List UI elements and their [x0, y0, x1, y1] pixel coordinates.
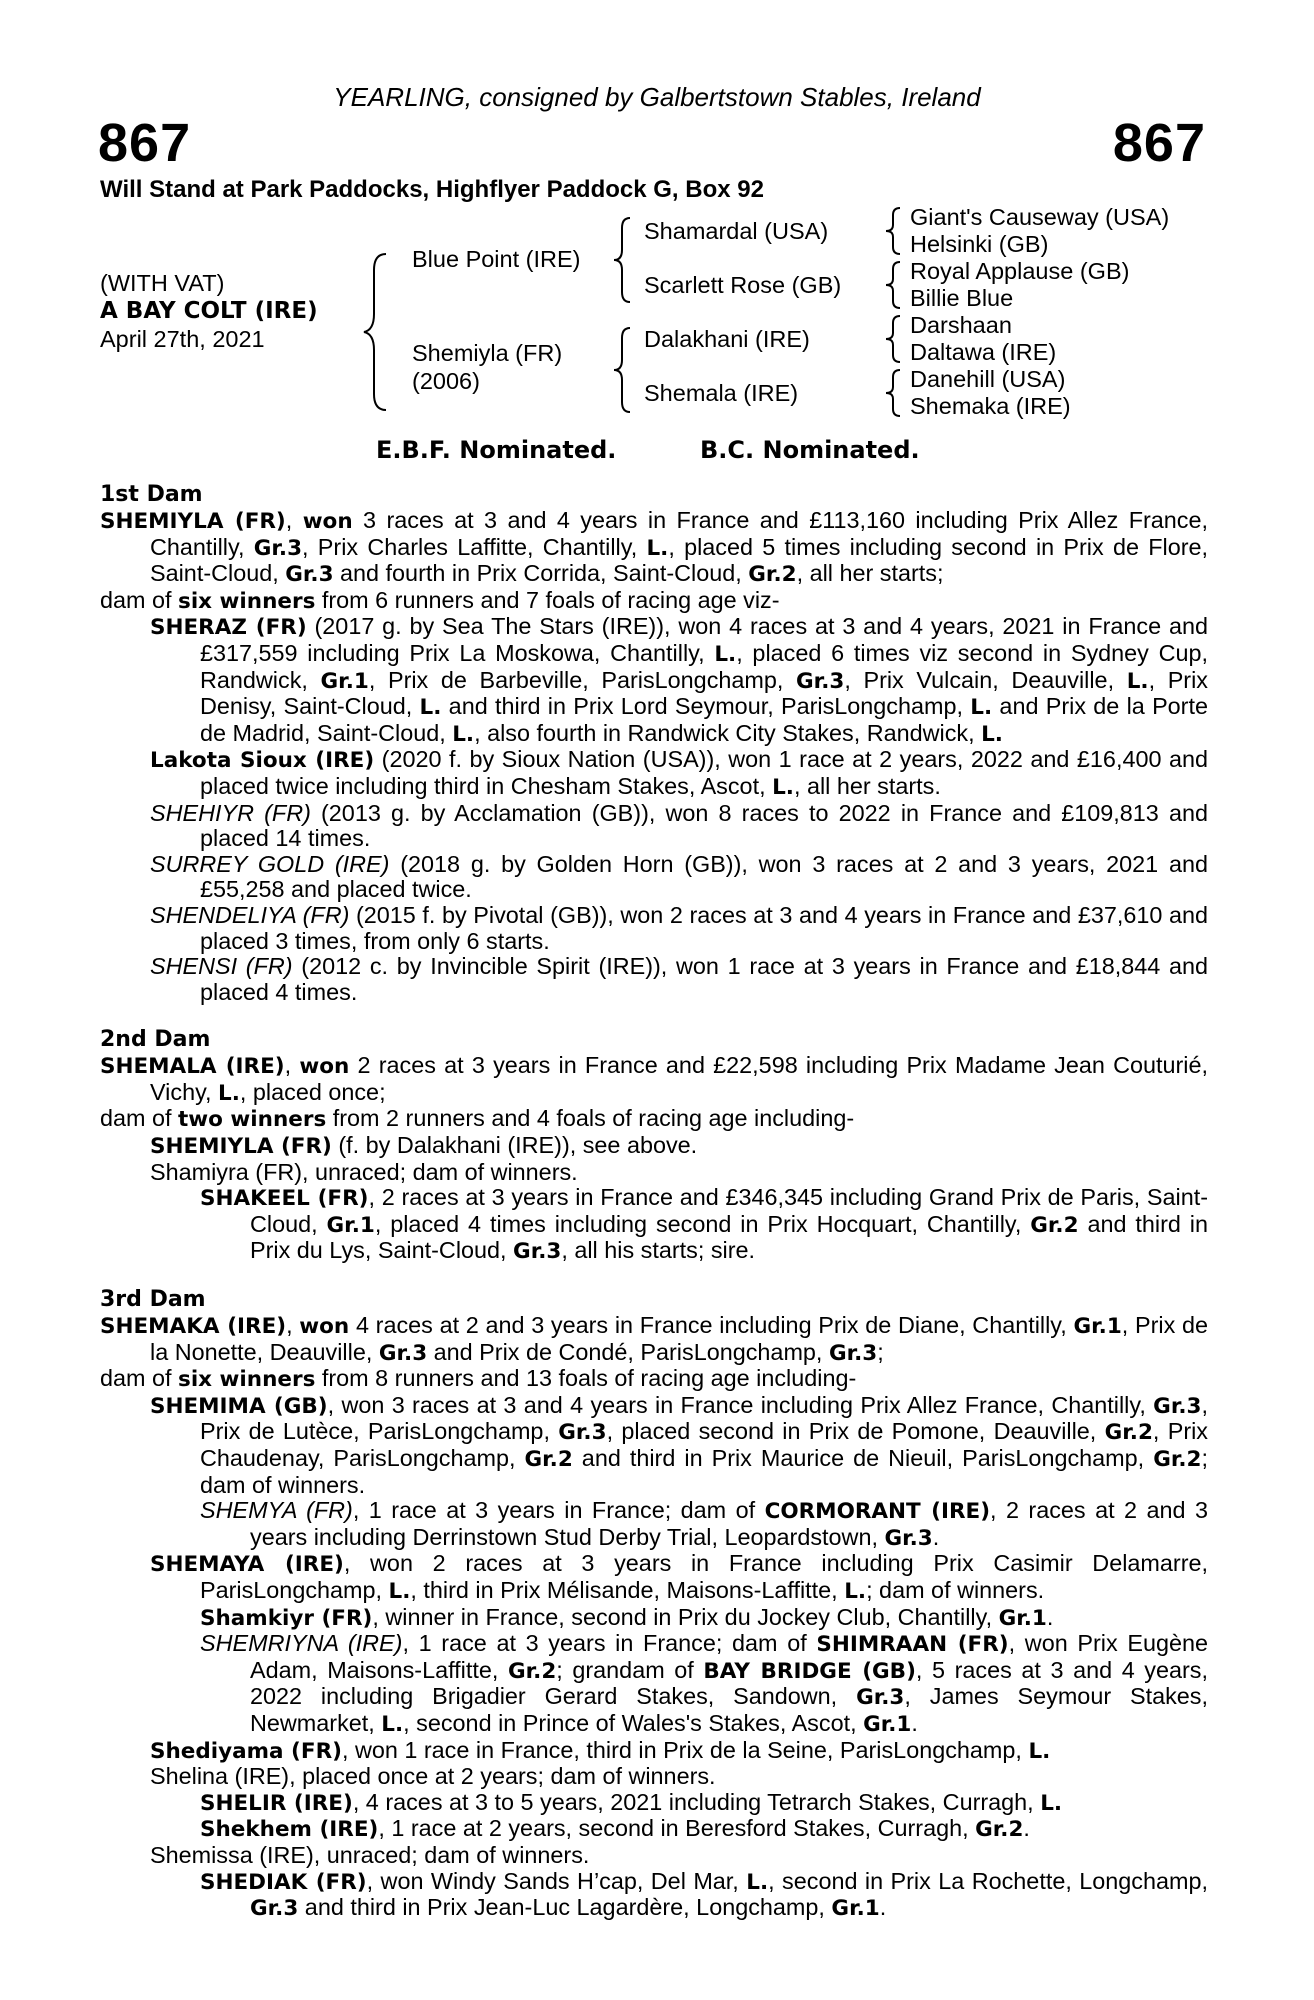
text-run: Gr.3: [253, 535, 303, 561]
text-run: (2013 g. by Acclamation (GB)), won 8 races to 2022 in France and £109,813 and placed 14 times.: [200, 799, 1208, 852]
third-dam-heading: 3rd Dam: [100, 1287, 206, 1313]
text-run: 4 races at 2 and 3 years in France including Prix de Diane, Chantilly,: [349, 1312, 1074, 1339]
produce-shelir: [100, 1790, 1208, 1817]
text-run: , 1 race at 3 years in France; dam of: [402, 1630, 817, 1657]
first-dam-record: SHEMIYLA (FR), won 3 races at 3 and 4 years in France and £113,160 including Prix Allez France, Chantilly, Gr.3, Prix Charles Laffitte, Chantilly, L., placed 5 times including second in Prix de Flore, Saint-Cloud, Gr.3 and fourth in Prix Corrida, Saint-Cloud, Gr.2, all her starts;: [100, 507, 1209, 588]
produce-lakota-sioux: [100, 747, 1208, 800]
text-run: dam of: [100, 1105, 179, 1132]
text-run: Gr.3: [884, 1525, 933, 1551]
text-run: , third in Prix Mélisande, Maisons-Laffitte,: [410, 1576, 845, 1603]
text-run: won: [302, 509, 353, 534]
text-run: , won 3 races at 3 and 4 years in France including Prix Allez France, Chantilly,: [327, 1391, 1154, 1418]
text-run: L.: [714, 641, 737, 667]
text-run: L.: [419, 695, 442, 721]
text-run: , placed once;: [239, 1078, 386, 1105]
text-run: SHEMIMA (GB): [150, 1393, 328, 1419]
text-run: L.: [970, 695, 993, 721]
text-run: and fourth in Prix Corrida, Saint-Cloud,: [333, 560, 749, 587]
text-run: , Prix Charles Laffitte, Chantilly,: [302, 533, 647, 560]
text-run: SHIMRAAN (FR): [816, 1632, 1009, 1658]
text-run: L.: [746, 1869, 769, 1895]
grandsire-1: Giant's Causeway (USA): [910, 204, 1170, 230]
text-run: won: [299, 1314, 350, 1340]
brace-g1-icon: [884, 206, 904, 256]
grandsire-3: Royal Applause (GB): [910, 258, 1130, 284]
text-run: , 5 races at 3 and 4 years, 2022 including Brigadier Gerard Stakes, Sandown,: [250, 1656, 1208, 1710]
third-dam-produce-summary: [100, 1366, 1208, 1393]
produce-shediyama: [100, 1738, 1208, 1765]
text-run: won: [299, 1054, 350, 1080]
produce-shekhem: Shekhem (IRE), 1 race at 2 years, second in Beresford Stakes, Curragh, Gr.2.: [200, 1815, 1030, 1843]
text-run: (f. by Dalakhani (IRE)), see above.: [331, 1132, 698, 1159]
text-run: , placed 5 times including second in Prix de Flore, Saint-Cloud,: [150, 533, 1209, 587]
text-run: SURREY GOLD (IRE): [150, 850, 390, 877]
first-dam-produce-summary: [100, 588, 1208, 615]
text-run: (2015 f. by Pivotal (GB)), won 2 races at 3 and 4 years in France and £37,610 and placed 3 times, from only 6 starts.: [200, 901, 1208, 954]
second-dam-produce-summary: [100, 1106, 1208, 1133]
grandsire-5: Darshaan: [910, 312, 1012, 338]
text-run: Gr.3: [250, 1896, 299, 1922]
produce-shelina: Shelina (IRE), placed once at 2 years; dam of winners.: [150, 1763, 716, 1790]
grandsire-8: Shemaka (IRE): [910, 393, 1071, 419]
grandsire-7: Danehill (USA): [910, 366, 1066, 392]
lot-number-left: 867: [98, 113, 192, 173]
brace-g2-icon: [884, 260, 904, 310]
text-run: , winner in France, second in Prix du Jockey Club, Chantilly,: [372, 1603, 999, 1630]
text-run: SHEDIAK (FR): [200, 1869, 367, 1895]
first-dam-heading: 1st Dam: [100, 482, 203, 507]
text-run: from 6 runners and 7 foals of racing age viz-: [315, 586, 780, 613]
text-run: L.: [452, 721, 475, 747]
text-run: six winners: [178, 1367, 316, 1393]
produce-shemya: SHEMYA (FR), 1 race at 3 years in France; dam of CORMORANT (IRE), 2 races at 2 and 3 years including Derrinstown Stud Derby Trial, Leopardstown, Gr.3.: [200, 1497, 1208, 1551]
produce-shamiyra: Shamiyra (FR), unraced; dam of winners.: [150, 1158, 578, 1185]
text-run: Gr.2: [1153, 1447, 1202, 1472]
text-run: two winners: [178, 1107, 327, 1133]
text-run: , 1 race at 3 years in France; dam of: [352, 1497, 765, 1524]
text-run: , all her starts;: [796, 560, 944, 587]
text-run: L.: [646, 535, 669, 561]
text-run: , also fourth in Randwick City Stakes, Randwick,: [474, 719, 982, 746]
text-run: from 8 runners and 13 foals of racing age including-: [315, 1365, 857, 1392]
text-run: CORMORANT (IRE): [764, 1499, 991, 1525]
text-run: Shekhem (IRE): [200, 1817, 379, 1843]
text-run: Shediyama (FR): [150, 1738, 342, 1764]
text-run: SHERAZ (FR): [150, 615, 307, 641]
text-run: and third in Prix Lord Seymour, ParisLongchamp,: [441, 693, 971, 720]
produce-shendeliya: [100, 903, 1208, 954]
text-run: Gr.1: [998, 1605, 1047, 1631]
dam-line-body: [100, 482, 1208, 1922]
text-run: , placed second in Prix de Pomone, Deauville,: [606, 1418, 1105, 1445]
grandsire-4: Billie Blue: [910, 285, 1014, 311]
dam: Shemiyla (FR): [412, 340, 563, 366]
text-run: from 2 runners and 4 foals of racing age including-: [326, 1105, 855, 1132]
text-run: Gr.3: [285, 562, 334, 588]
text-run: Gr.3: [558, 1420, 607, 1446]
text-run: , placed 4 times including second in Prix Hocquart, Chantilly,: [374, 1210, 1031, 1237]
text-run: ; dam of winners.: [866, 1576, 1045, 1603]
produce-shemaya: [100, 1551, 1208, 1604]
text-run: SHENDELIYA (FR): [150, 901, 350, 928]
brace-sire-icon: [612, 216, 634, 304]
text-run: L.: [772, 774, 794, 800]
text-run: and third in Prix Jean-Luc Lagardère, Longchamp,: [298, 1894, 832, 1921]
text-run: SHEMALA (IRE): [100, 1054, 285, 1080]
text-run: L.: [218, 1080, 240, 1106]
horse-name: A BAY COLT (IRE): [100, 298, 318, 324]
text-run: , won Prix Eugène Adam, Maisons-Laffitte,: [250, 1630, 1208, 1683]
text-run: L.: [1040, 1790, 1063, 1816]
text-run: SHEMYA (FR): [200, 1497, 353, 1524]
text-run: SHELIR (IRE): [200, 1790, 353, 1816]
text-run: , Prix Denisy, Saint-Cloud,: [200, 666, 1208, 720]
produce-shensi: [100, 954, 1208, 1005]
text-run: SHEHIYR (FR): [150, 799, 311, 826]
text-run: Gr.3: [1153, 1393, 1202, 1419]
text-run: Gr.3: [796, 668, 845, 694]
text-run: ; dam of winners.: [200, 1445, 1208, 1498]
text-run: SHENSI (FR): [150, 953, 293, 980]
text-run: Shamkiyr (FR): [200, 1605, 373, 1631]
text-run: L.: [388, 1578, 411, 1604]
text-run: (2012 c. by Invincible Spirit (IRE)), won 1 race at 3 years in France and £18,844 and placed 4 times.: [200, 953, 1208, 1005]
text-run: ; grandam of: [556, 1656, 704, 1683]
text-run: and Prix de Condé, ParisLongchamp,: [427, 1338, 829, 1365]
text-run: Gr.3: [828, 1340, 878, 1366]
ebf-nomination: E.B.F. Nominated.: [376, 436, 617, 464]
text-run: BAY BRIDGE (GB): [703, 1658, 916, 1684]
text-run: , 2 races at 3 years in France and £346,345 including Grand Prix de Paris, Saint-Cloud,: [250, 1184, 1208, 1237]
text-run: Lakota Sioux (IRE): [150, 748, 375, 774]
produce-shemima: [100, 1393, 1208, 1498]
vat-note: (WITH VAT): [100, 270, 225, 296]
text-run: Gr.1: [831, 1896, 880, 1922]
text-run: , won 2 races at 3 years in France including Prix Casimir Delamarre, ParisLongchamp,: [200, 1550, 1208, 1603]
text-run: ;: [877, 1338, 884, 1365]
text-run: SHEMAKA (IRE): [100, 1314, 287, 1340]
text-run: , second in Prix La Rochette, Longchamp,: [768, 1867, 1208, 1894]
dam-sire: Dalakhani (IRE): [644, 326, 810, 352]
text-run: (2018 g. by Golden Horn (GB)), won 3 races at 2 and 3 years, 2021 and £55,258 and placed twice.: [200, 850, 1208, 903]
text-run: , Prix Chaudenay, ParisLongchamp,: [200, 1418, 1208, 1471]
text-run: dam of: [100, 586, 179, 613]
text-run: Gr.1: [863, 1711, 912, 1737]
text-run: and Prix de la Porte de Madrid, Saint-Cloud,: [200, 693, 1208, 746]
text-run: Gr.2: [1030, 1212, 1079, 1238]
produce-shemiyla: [100, 1133, 1208, 1160]
text-run: , placed 6 times viz second in Sydney Cup, Randwick,: [200, 639, 1209, 693]
bc-nomination: B.C. Nominated.: [700, 436, 920, 464]
consignor-banner: YEARLING, consigned by Galbertstown Stables, Ireland: [333, 82, 981, 112]
text-run: and third in Prix du Lys, Saint-Cloud,: [250, 1210, 1208, 1264]
grandsire-6: Daltawa (IRE): [910, 339, 1057, 365]
text-run: , James Seymour Stakes, Newmarket,: [250, 1683, 1208, 1736]
third-dam-record: SHEMAKA (IRE), won 4 races at 2 and 3 years in France including Prix de Diane, Chantilly, Gr.1, Prix de la Nonette, Deauville, Gr.3 and Prix de Condé, ParisLongchamp, Gr.3;: [100, 1312, 1208, 1366]
text-run: , Prix Vulcain, Deauville,: [844, 666, 1127, 693]
brace-dam-icon: [612, 326, 634, 414]
text-run: SHEMAYA (IRE): [150, 1552, 344, 1578]
text-run: Gr.3: [378, 1340, 428, 1366]
dam-year: (2006): [412, 368, 480, 394]
produce-shemissa: Shemissa (IRE), unraced; dam of winners.: [150, 1841, 590, 1868]
text-run: six winners: [178, 588, 316, 614]
text-run: Gr.2: [524, 1447, 573, 1472]
text-run: Gr.2: [748, 562, 797, 588]
text-run: L.: [844, 1578, 867, 1604]
text-run: SHEMIYLA (FR): [150, 1134, 332, 1160]
text-run: Gr.2: [507, 1658, 557, 1684]
sire-sire: Shamardal (USA): [644, 218, 829, 244]
text-run: Gr.1: [1073, 1314, 1122, 1340]
text-run: L.: [1028, 1738, 1051, 1764]
produce-shemriyna: SHEMRIYNA (IRE), 1 race at 3 years in France; dam of SHIMRAAN (FR), won Prix Eugène Adam, Maisons-Laffitte, Gr.2; grandam of BAY BRIDGE (GB), 5 races at 3 and 4 years, 2022 including Brigadier Gerard Stakes, Sandown, Gr.3, James Seymour Stakes, Newmarket, L., second in Prince of Wales's Stakes, Ascot, Gr.1.: [200, 1630, 1208, 1737]
dam-dam: Shemala (IRE): [644, 380, 799, 406]
produce-surrey-gold: [100, 852, 1208, 903]
produce-sheraz: [100, 614, 1208, 747]
text-run: Gr.3: [856, 1685, 905, 1711]
text-run: , Prix de la Nonette, Deauville,: [150, 1312, 1208, 1365]
text-run: Gr.2: [975, 1817, 1024, 1843]
text-run: L.: [981, 721, 1003, 747]
text-run: Gr.2: [1104, 1420, 1153, 1446]
text-run: (2020 f. by Sioux Nation (USA)), won 1 race at 2 years, 2022 and £16,400 and placed twice including third in Chesham Stakes, Ascot,: [200, 746, 1208, 799]
text-run: , 4 races at 3 to 5 years, 2021 including Tetrarch Stakes, Curragh,: [352, 1788, 1041, 1815]
text-run: , Prix de Lutèce, ParisLongchamp,: [200, 1391, 1208, 1445]
text-run: and third in Prix Maurice de Nieuil, ParisLongchamp,: [572, 1445, 1154, 1471]
brace-main-icon: [362, 252, 392, 412]
grandsire-2: Helsinki (GB): [910, 231, 1049, 257]
text-run: dam of: [100, 1365, 179, 1392]
sire-dam: Scarlett Rose (GB): [644, 272, 842, 298]
text-run: SHEMRIYNA (IRE): [200, 1630, 403, 1657]
text-run: (2017 g. by Sea The Stars (IRE)), won 4 races at 3 and 4 years, 2021 in France and £317,559 including Prix La Moskowa, Chantilly,: [200, 613, 1208, 666]
second-dam-record: SHEMALA (IRE), won 2 races at 3 years in France and £22,598 including Prix Madame Jean Couturié, Vichy, L., placed once;: [100, 1052, 1209, 1106]
text-run: , won 1 race in France, third in Prix de la Seine, ParisLongchamp,: [341, 1736, 1029, 1763]
second-dam-heading: 2nd Dam: [100, 1027, 211, 1053]
produce-shamkiyr: Shamkiyr (FR), winner in France, second in Prix du Jockey Club, Chantilly, Gr.1.: [200, 1603, 1054, 1631]
produce-shehiyr: [100, 801, 1208, 852]
text-run: , all his starts; sire.: [561, 1237, 756, 1264]
brace-g3-icon: [884, 314, 904, 364]
text-run: , all her starts.: [793, 772, 941, 799]
text-run: 2 races at 3 years in France and £22,598 including Prix Madame Jean Couturié, Vichy,: [150, 1052, 1209, 1105]
lot-number-right: 867: [1112, 113, 1206, 173]
foaling-date: April 27th, 2021: [100, 326, 265, 352]
text-run: 3 races at 3 and 4 years in France and £113,160 including Prix Allez France, Chantilly,: [150, 507, 1208, 560]
text-run: , 1 race at 2 years, second in Beresford Stakes, Curragh,: [378, 1815, 976, 1842]
text-run: , second in Prince of Wales's Stakes, Ascot,: [403, 1709, 864, 1736]
produce-shakeel: [100, 1185, 1208, 1265]
text-run: , Prix de Barbeville, ParisLongchamp,: [368, 666, 797, 693]
stabling-location: Will Stand at Park Paddocks, Highflyer Paddock G, Box 92: [100, 176, 764, 203]
text-run: L.: [381, 1711, 404, 1737]
text-run: SHEMIYLA (FR): [100, 509, 286, 534]
text-run: Gr.1: [320, 668, 369, 694]
produce-shediak: SHEDIAK (FR), won Windy Sands H’cap, Del Mar, L., second in Prix La Rochette, Longchamp, Gr.3 and third in Prix Jean-Luc Lagardère, Longchamp, Gr.1.: [200, 1867, 1208, 1922]
text-run: Gr.1: [326, 1212, 375, 1238]
text-run: SHAKEEL (FR): [200, 1186, 369, 1212]
sire: Blue Point (IRE): [412, 246, 581, 272]
text-run: , 2 races at 2 and 3 years including Derrinstown Stud Derby Trial, Leopardstown,: [250, 1497, 1208, 1550]
brace-g4-icon: [884, 368, 904, 418]
text-run: Gr.3: [513, 1239, 562, 1265]
text-run: , won Windy Sands H’cap, Del Mar,: [366, 1867, 747, 1894]
text-run: L.: [1126, 668, 1149, 694]
